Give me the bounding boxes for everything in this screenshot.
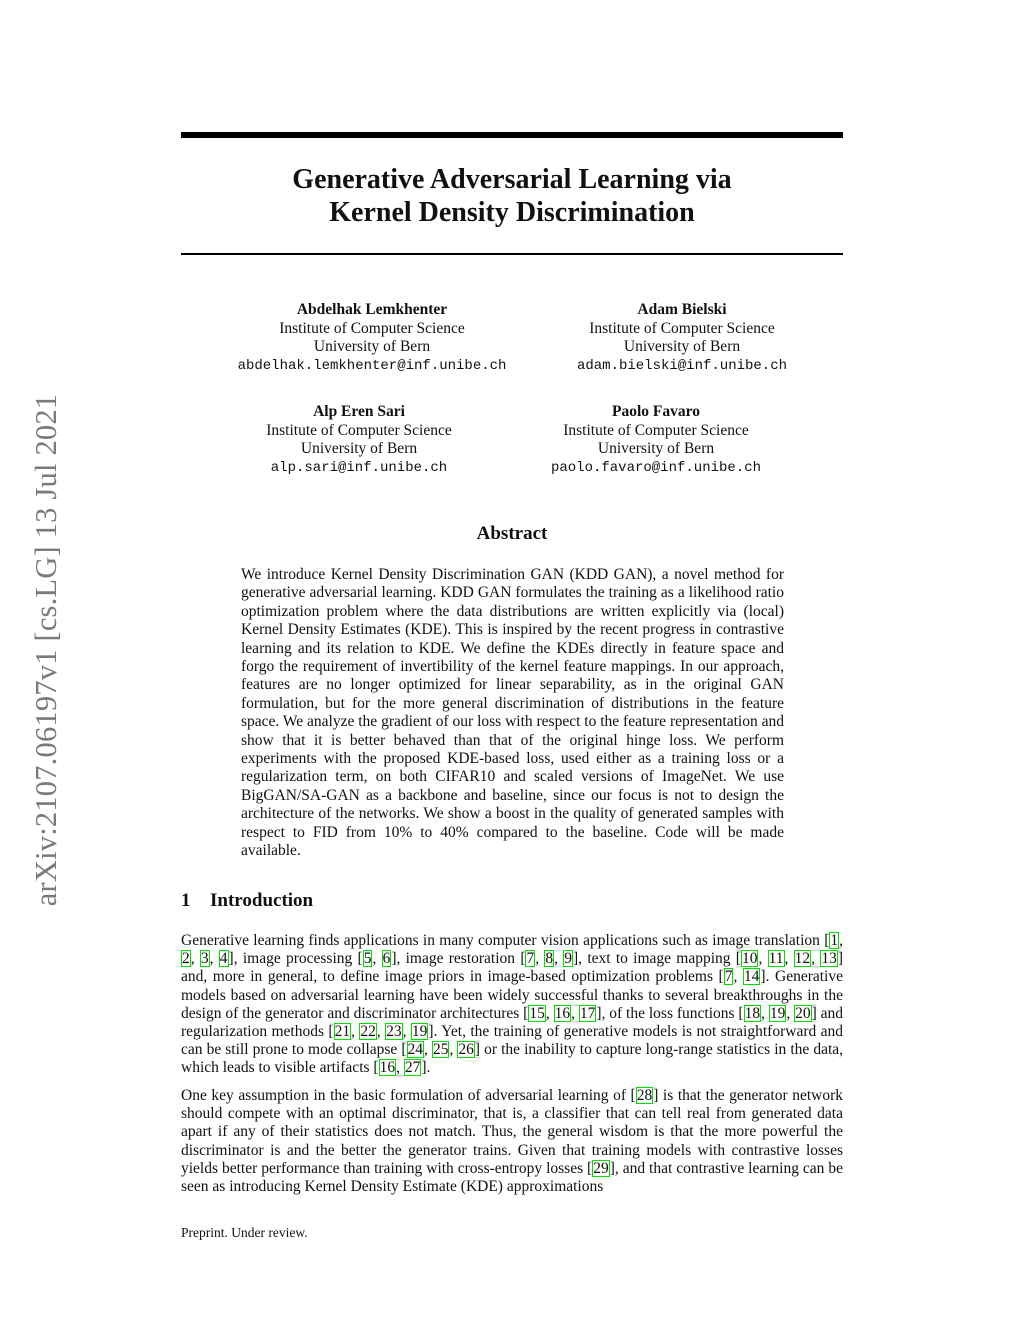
author-email: abdelhak.lemkhenter@inf.unibe.ch [237,357,507,374]
author-email: paolo.favaro@inf.unibe.ch [550,459,762,476]
paragraph-text: ]. [421,1059,431,1077]
paragraph-text: One key assumption in the basic formulation of adversarial learning of [ [181,1087,636,1104]
citation-link[interactable]: 12 [794,950,811,968]
abstract-heading: Abstract [476,523,548,544]
citation-link[interactable]: 5 [363,950,372,968]
citation-link[interactable]: 15 [529,1004,545,1022]
paragraph-text: , [761,1004,769,1022]
paragraph-text: ]. Yet, the training of generative models is not straightforward and can be still prone to mode collapse [ [181,1023,844,1059]
citation-link[interactable]: 10 [741,950,758,968]
paragraph-text: ] and, more in general, to define image priors in image-based optimization problems [ [181,950,843,986]
abstract-body: We introduce Kernel Density Discrimination GAN (KDD GAN), a novel method for generative adversarial learning. KDD GAN formulates the training as a likelihood ratio optimization problem where the data distributions are written explicitly via (local) Kernel Density Estimates (KDE). This is inspired by the recent progress in contrastive learning and its relation to KDE. We define the KDEs directly in feature space and forgo the requirement of invertibility of the kernel feature mappings. In our approach, features are no longer optimized for linear separability, as in the original GAN formulation, but for the more general discrimination of distributions in the feature space. We analyze the gradient of our loss with respect to the feature representation and show that it is better behaved than that of the original hinge loss. We perform experiments with the proposed KDE-based loss, used either as a training loss or a regularization term, on both CIFAR10 and scaled versions of ImageNet. We use BigGAN/SA-GAN as a backbone and baseline, since our focus is not to design the architecture of the networks. We show a boost in the quality of generated samples with respect to FID from 10% to 40% compared to the baseline. Code will be made available. [241,566,784,860]
title-line-2: Kernel Density Discrimination [329,197,695,228]
paragraph-text: , [839,932,843,949]
section-number: 1 [181,890,191,911]
citation-link[interactable]: 18 [744,1004,761,1022]
paragraph-text: , [449,1041,458,1059]
footer-note: Preprint. Under review. [181,1225,308,1240]
title-rule-top [181,132,843,138]
citation-link[interactable]: 1 [830,932,839,949]
section-heading [181,890,681,912]
paragraph-text: , [396,1059,404,1077]
citation-link[interactable]: 8 [545,950,554,968]
paragraph-text: , [535,950,545,968]
paragraph-text: ], text to image mapping [ [573,950,741,968]
citation-link[interactable]: 19 [769,1004,786,1022]
author-block [194,403,524,477]
author-institute: Institute of Computer Science [266,421,452,439]
citation-link[interactable]: 7 [526,950,535,968]
citation-link[interactable]: 21 [334,1023,351,1041]
paragraph-text: , [733,968,743,986]
citation-link[interactable]: 20 [795,1004,811,1022]
paragraph-text: ], image restoration [ [391,950,526,968]
paragraph-text: , [758,950,768,968]
paragraph-text: , [786,1004,795,1022]
intro-paragraph-2 [181,1087,843,1196]
citation-link[interactable]: 6 [382,950,391,968]
citation-link[interactable]: 4 [219,950,228,968]
author-university: University of Bern [300,440,418,457]
author-block [207,301,537,375]
author-email: adam.bielski@inf.unibe.ch [576,357,788,374]
paragraph-text: , [811,950,821,968]
citation-link[interactable]: 16 [554,1004,571,1022]
section-title: Introduction [210,890,314,911]
citation-link[interactable]: 25 [432,1041,449,1059]
citation-link[interactable]: 16 [379,1059,396,1077]
paragraph-text: ], of the loss functions [ [596,1004,744,1022]
author-block [517,301,847,375]
paragraph-text: , [784,950,794,968]
citation-link[interactable]: 19 [411,1023,428,1041]
author-name: Adam Bielski [637,301,727,318]
author-institute: Institute of Computer Science [589,319,775,337]
author-name: Abdelhak Lemkhenter [296,301,448,318]
paragraph-text: , [190,950,200,968]
citation-link[interactable]: 2 [182,950,190,968]
author-name: Alp Eren Sari [313,403,405,420]
author-institute: Institute of Computer Science [563,421,749,439]
citation-link[interactable]: 27 [404,1059,421,1077]
paragraph-text: , [424,1041,432,1059]
citation-link[interactable]: 14 [743,968,760,986]
citation-link[interactable]: 17 [579,1004,596,1022]
paragraph-text: , [372,950,382,968]
paper-title [181,163,843,229]
citation-link[interactable]: 29 [593,1159,609,1177]
citation-link[interactable]: 9 [564,950,573,968]
author-email: alp.sari@inf.unibe.ch [270,459,448,476]
paragraph-text: ] and regularization methods [ [181,1004,844,1041]
citation-link[interactable]: 3 [200,950,209,968]
citation-link[interactable]: 11 [768,950,784,968]
citation-link[interactable]: 22 [360,1023,376,1041]
paragraph-text: , [554,950,564,968]
paragraph-text: , [209,950,219,968]
paragraph-text: Generative learning finds applications in many computer vision applications such as image translation [ [181,932,830,949]
paragraph-text: ] is that the generator network should compete with an optimal discriminator, that is, a classifier that can tell real from generated data apart if any of their statistics does not match. Thus, the general wisdom is that the more powerful the discriminator is and the better the generator trains. Given that training models with contrastive losses yields better performance than training with cross-entropy losses [ [181,1087,843,1177]
author-block [491,403,821,477]
author-institute: Institute of Computer Science [279,319,465,337]
paragraph-text: , [571,1004,579,1022]
citation-link[interactable]: 24 [407,1041,424,1059]
citation-link[interactable]: 28 [636,1087,653,1104]
paragraph-text: , [351,1023,360,1041]
paragraph-text: ] or the inability to capture long-range statistics in the data, which leads to visible artifacts [ [181,1041,844,1077]
citation-link[interactable]: 7 [724,968,733,986]
author-university: University of Bern [623,338,741,355]
author-university: University of Bern [597,440,715,457]
paragraph-text: ]. Generative models based on adversarial learning have been widely successful thanks to several breakthroughs in the design of the generator and discriminator architectures [ [181,968,843,1022]
paragraph-text: , [402,1023,411,1041]
paragraph-text: ], image processing [ [228,950,363,968]
citation-link[interactable]: 26 [458,1041,474,1059]
paragraph-text: , [545,1004,554,1022]
paragraph-text: , [376,1023,386,1041]
author-name: Paolo Favaro [612,403,700,420]
paragraph-text: ], and that contrastive learning can be seen as introducing Kernel Density Estimate (KDE) approximations [181,1159,843,1196]
arxiv-identifier: arXiv:2107.06197v1 [cs.LG] 13 Jul 2021 [29,393,63,907]
citation-link[interactable]: 23 [386,1023,402,1041]
title-rule-bottom [181,253,843,255]
citation-link[interactable]: 13 [821,950,837,968]
title-line-1: Generative Adversarial Learning via [292,164,732,195]
intro-paragraph-1 [181,932,843,1078]
author-university: University of Bern [313,338,431,355]
